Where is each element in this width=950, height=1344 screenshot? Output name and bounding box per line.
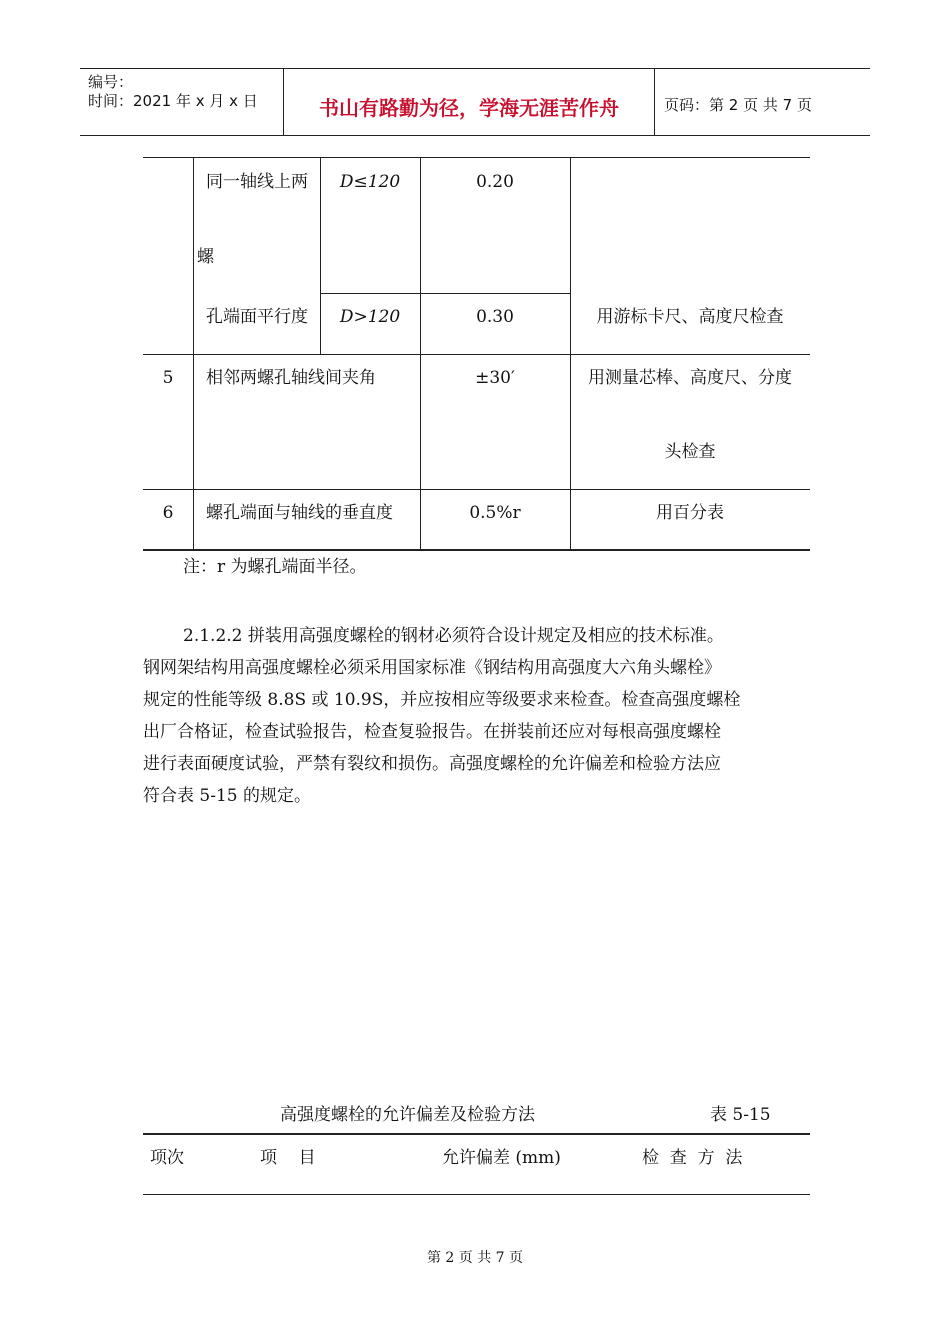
header-divider [654, 68, 655, 136]
table-note: 注：r 为螺孔端面半径。 [183, 557, 367, 577]
document-number: 编号： [88, 73, 134, 91]
header-motto: 书山有路勤为径，学海无涯苦作舟 [319, 96, 619, 120]
table-cell-item: 同一轴线上两 [206, 172, 308, 192]
page-footer: 第 2 页 共 7 页 [426, 1250, 524, 1266]
table-header-rule [143, 1194, 810, 1195]
table-title: 高强度螺栓的允许偏差及检验方法 [280, 1105, 535, 1125]
table-col-rule [193, 157, 194, 550]
table-cell-method: 用测量芯棒、高度尺、分度 [588, 368, 792, 388]
table-cell-tolerance: ±30′ [475, 368, 515, 388]
table-rule [143, 157, 810, 158]
table-cell-item: 螺孔端面与轴线的垂直度 [206, 503, 393, 523]
table-col-rule [420, 157, 421, 550]
table-header-cell: 项次 [150, 1148, 184, 1168]
table-bottom-rule [143, 549, 810, 551]
table-col-rule [570, 157, 571, 550]
header-bottom-rule [80, 135, 870, 136]
table-cell-no: 5 [162, 368, 174, 388]
table-rule [320, 293, 570, 294]
table-cell-condition: D>120 [339, 307, 401, 327]
table-rule [143, 354, 810, 355]
table-number: 表 5-15 [710, 1105, 771, 1125]
header-top-rule [80, 68, 870, 69]
table-cell-method: 头检查 [664, 442, 716, 462]
table-cell-method: 用百分表 [656, 503, 724, 523]
document-date: 时间：2021 年 x 月 x 日 [88, 92, 258, 110]
table-header-cell: 项 目 [260, 1148, 316, 1168]
paragraph-line: 进行表面硬度试验，严禁有裂纹和损伤。高强度螺栓的允许偏差和检验方法应 [143, 754, 721, 774]
table-rule [143, 489, 810, 490]
section-paragraph [143, 620, 811, 812]
table-cell-tolerance: 0.20 [476, 172, 514, 192]
table-cell-method: 用游标卡尺、高度尺检查 [596, 307, 784, 327]
paragraph-line: 钢网架结构用高强度螺栓必须采用国家标准《钢结构用高强度大六角头螺栓》 [143, 658, 721, 678]
paragraph-line: 规定的性能等级 8.8S 或 10.9S，并应按相应等级要求来检查。检查高强度螺栓 [143, 690, 741, 710]
table-header-cell: 检 查 方 法 [642, 1148, 743, 1168]
table-cell-condition: D≤120 [339, 172, 401, 192]
table-cell-tolerance: 0.5%r [469, 503, 521, 523]
table-cell-item: 孔端面平行度 [206, 307, 308, 327]
paragraph-line: 2.1.2.2 拼装用高强度螺栓的钢材必须符合设计规定及相应的技术标准。 [183, 626, 724, 646]
header-page-number: 页码：第 2 页 共 7 页 [664, 96, 812, 114]
paragraph-line: 符合表 5-15 的规定。 [143, 786, 311, 806]
table-cell-item: 螺 [197, 247, 214, 267]
table-cell-item: 相邻两螺孔轴线间夹角 [206, 368, 376, 388]
table-top-rule [143, 1133, 810, 1135]
paragraph-line: 出厂合格证，检查试验报告，检查复验报告。在拼装前还应对每根高强度螺栓 [143, 722, 721, 742]
table-cell-no: 6 [162, 503, 174, 523]
table-header-cell: 允许偏差 (mm) [442, 1148, 561, 1168]
table-cell-tolerance: 0.30 [476, 307, 514, 327]
